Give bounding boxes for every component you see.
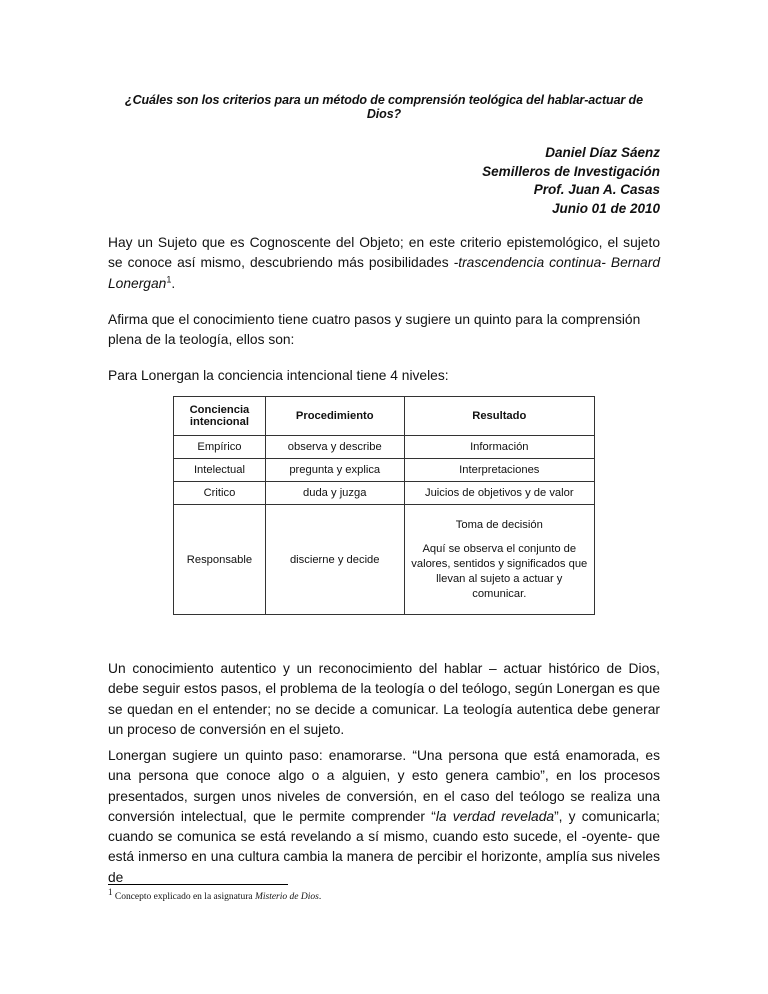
table-cell: Información [404, 436, 594, 459]
table-cell: Responsable [174, 505, 266, 615]
paragraph-3: Para Lonergan la conciencia intencional tiene 4 niveles: [108, 368, 449, 383]
paragraph-1-text: Hay un Sujeto que es Cognoscente del Objeto; en este criterio epistemológico, el sujeto se conoce así mismo, descubriendo más posibilidades [108, 235, 660, 271]
paragraph-1 [108, 233, 660, 294]
table-cell: duda y juzga [265, 482, 404, 505]
paragraph-2: Afirma que el conocimiento tiene cuatro pasos y sugiere un quinto para la comprensión plena de la teología, ellos son: [108, 312, 641, 348]
table-cell: discierne y decide [265, 505, 404, 615]
paragraph-5-italic: la verdad revelada [435, 808, 555, 824]
table-row [174, 436, 595, 459]
footnote-ref: 1 [166, 274, 172, 284]
table-cell: pregunta y explica [265, 459, 404, 482]
table-cell: Intelectual [174, 459, 266, 482]
table-header: Procedimiento [265, 397, 404, 436]
table-row [174, 459, 595, 482]
document-title: ¿Cuáles son los criterios para un método de comprensión teológica del hablar-actuar de Dios? [125, 93, 643, 121]
table-cell: Empírico [174, 436, 266, 459]
table-cell: observa y describe [265, 436, 404, 459]
author-group: Semilleros de Investigación [482, 163, 660, 179]
table-row [174, 505, 595, 615]
author-name: Daniel Díaz Sáenz [545, 145, 660, 160]
paragraph-5-text: Lonergan sugiere un quinto paso: enamorarse. “Una persona que está enamorada, es una persona que conoce algo o a alguien, y esto genera cambio”, en los procesos presentados, surgen unos niveles de conversión, en el caso del teólogo se realiza una conversión intelectual, que le permite comprender “ [108, 748, 660, 824]
result-title: Toma de decisión [455, 518, 543, 531]
paragraph-1-end: . [171, 275, 176, 291]
result-detail: Aquí se observa el conjunto de valores, sentidos y significados que llevan al sujeto a actuar y comunicar. [411, 542, 588, 600]
footnote-number: 1 [108, 887, 113, 897]
author-professor: Prof. Juan A. Casas [533, 182, 660, 197]
footnote-divider [108, 884, 288, 885]
footnote-end: . [318, 892, 322, 903]
footnote-italic: Misterio de Dios [254, 892, 319, 903]
paragraph-4: Un conocimiento autentico y un reconocimiento del hablar – actuar histórico de Dios, debe seguir estos pasos, el problema de la teología o del teólogo, según Lonergan es que se quedan en el entender; no se decide a comunicar. La teología autentica debe generar un proceso de conversión en el sujeto. [108, 661, 660, 737]
author-date: Junio 01 de 2010 [551, 200, 660, 216]
footnote [108, 887, 322, 903]
paragraph-5-end: ”, y comunicarla; cuando se comunica se está revelando a sí mismo, cuando esto sucede, el -oyente- que está inmerso en una cultura cambia la manera de percibir el horizonte, amplía sus niveles de [108, 808, 660, 885]
consciousness-levels-table [173, 396, 595, 615]
table-cell: Juicios de objetivos y de valor [404, 482, 594, 505]
table-cell: Interpretaciones [404, 459, 594, 482]
author-block [482, 144, 660, 218]
paragraph-1-italic: -trascendencia continua- Bernard Lonergan [108, 255, 660, 291]
paragraph-5 [108, 746, 660, 888]
footnote-text: Concepto explicado en la asignatura [112, 892, 255, 903]
table-row [174, 482, 595, 505]
table-cell: Critico [174, 482, 266, 505]
table-cell-result [404, 505, 594, 615]
table-header: Resultado [404, 397, 594, 436]
table-header-row [174, 397, 595, 436]
table-header: Conciencia intencional [174, 397, 266, 436]
